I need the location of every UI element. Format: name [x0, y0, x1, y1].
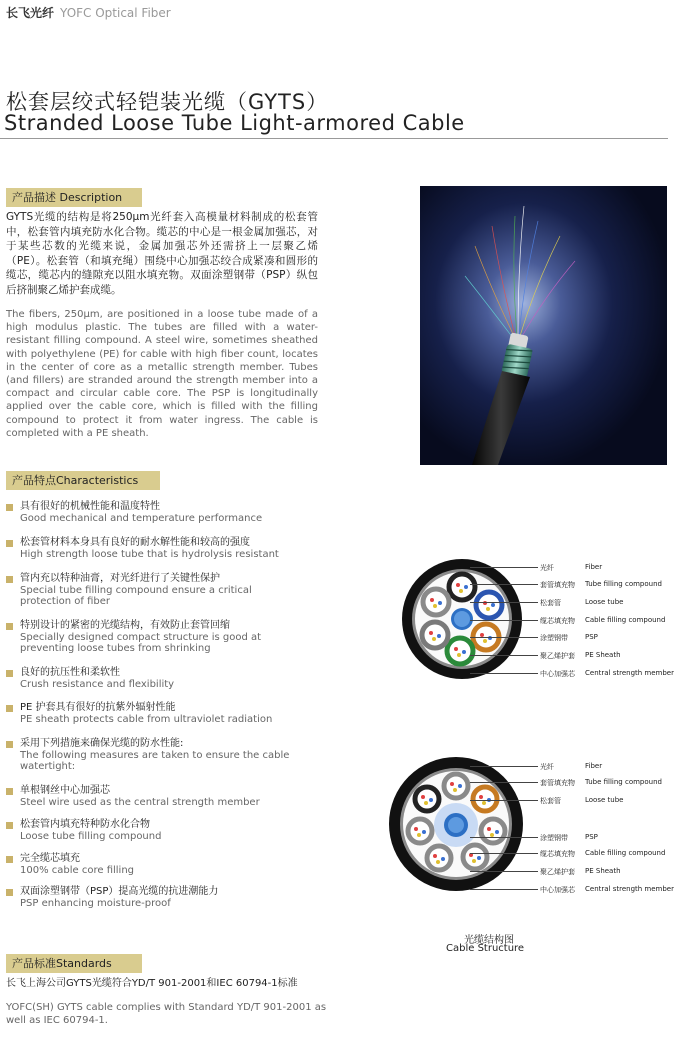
- characteristics-heading: 产品特点Characteristics: [6, 471, 160, 490]
- standards-en: YOFC(SH) GYTS cable complies with Standard YD/T 901-2001 as well as IEC 60794-1.: [6, 1002, 327, 1026]
- bullet-icon: [6, 670, 13, 677]
- brand: [6, 4, 171, 21]
- feature-cn: 松套管内填充特种防水化合物: [20, 819, 150, 830]
- diagram2-label-en: Loose tube: [585, 796, 624, 804]
- diagram1-label-cn: 松套管: [540, 599, 561, 607]
- feature-cn: 单根钢丝中心加强芯: [20, 785, 110, 796]
- diagram2-label-cn: 涂塑钢带: [540, 834, 568, 842]
- diagram1-label-en: Cable filling compound: [585, 616, 666, 624]
- standards-cn: 长飞上海公司GYTS光缆符合YD/T 901-2001和IEC 60794-1标准: [6, 978, 298, 989]
- feature-cn: 特别设计的紧密的光缆结构，有效防止套管回缩: [20, 620, 230, 631]
- diagram2-label-cn: 聚乙烯护套: [540, 868, 575, 876]
- bullet-icon: [6, 822, 13, 829]
- diagram2-label-cn: 套管填充物: [540, 779, 575, 787]
- bullet-icon: [6, 889, 13, 896]
- diagram1-label-en: PE Sheath: [585, 651, 621, 659]
- bullet-icon: [6, 856, 13, 863]
- feature-en: The following measures are taken to ensure the cable watertight:: [20, 750, 290, 772]
- diagram2-label-en: Tube filling compound: [585, 778, 662, 786]
- feature-en: High strength loose tube that is hydrolysis resistant: [20, 549, 279, 560]
- diagram1-label-cn: 中心加强芯: [540, 670, 575, 678]
- brand-en: YOFC Optical Fiber: [60, 6, 171, 20]
- bullet-icon: [6, 705, 13, 712]
- leader-line: [470, 889, 538, 890]
- leader-line: [470, 637, 538, 638]
- feature-en: Good mechanical and temperature performance: [20, 513, 263, 524]
- diagram2-label-cn: 缆芯填充物: [540, 850, 575, 858]
- feature-cn: 松套管材料本身具有良好的耐水解性能和较高的强度: [20, 537, 250, 548]
- diagram-caption-en: Cable Structure: [446, 943, 525, 954]
- leader-line: [470, 837, 538, 838]
- bullet-icon: [6, 741, 13, 748]
- page-title-cn: 松套层绞式轻铠装光缆（GYTS）: [6, 90, 329, 114]
- diagram2-label-en: Central strength member: [585, 885, 674, 893]
- feature-cn: 双面涂塑钢带（PSP）提高光缆的抗进潮能力: [20, 886, 219, 897]
- feature-en: Loose tube filling compound: [20, 831, 162, 842]
- diagram1-label-cn: 涂塑钢带: [540, 634, 568, 642]
- bullet-icon: [6, 576, 13, 583]
- feature-en: Crush resistance and flexibility: [20, 679, 175, 690]
- cable-cross-section-2: [387, 755, 525, 893]
- feature-en: Special tube filling compound ensure a critical protection of fiber: [20, 585, 252, 607]
- feature-cn: 完全缆芯填充: [20, 853, 80, 864]
- feature-cn: 良好的抗压性和柔软性: [20, 667, 120, 678]
- diagram1-label-cn: 缆芯填充物: [540, 617, 575, 625]
- leader-line: [470, 800, 538, 801]
- leader-line: [470, 673, 538, 674]
- diagram1-label-en: PSP: [585, 633, 598, 641]
- description-heading: 产品描述 Description: [6, 188, 142, 207]
- diagram1-label-cn: 聚乙烯护套: [540, 652, 575, 660]
- feature-cn: 具有很好的机械性能和温度特性: [20, 501, 160, 512]
- page-title-en: Stranded Loose Tube Light-armored Cable: [4, 111, 465, 135]
- feature-en: PSP enhancing moisture-proof: [20, 898, 171, 909]
- diagram1-label-en: Central strength member: [585, 669, 674, 677]
- feature-cn: 管内充以特种油膏，对光纤进行了关键性保护: [20, 573, 220, 584]
- diagram1-label-en: Tube filling compound: [585, 580, 662, 588]
- feature-cn: PE 护套具有很好的抗紫外辐射性能: [20, 702, 176, 713]
- bullet-icon: [6, 623, 13, 630]
- diagram2-label-cn: 松套管: [540, 797, 561, 805]
- brand-cn: 长飞光纤: [6, 6, 55, 20]
- title-divider: [0, 138, 668, 139]
- leader-line: [470, 655, 538, 656]
- feature-en: Specially designed compact structure is good at preventing loose tubes from shrinking: [20, 632, 262, 654]
- leader-line: [470, 766, 538, 767]
- leader-line: [470, 567, 538, 568]
- bullet-icon: [6, 540, 13, 547]
- leader-line: [470, 584, 538, 585]
- leader-line: [470, 782, 538, 783]
- feature-en: Steel wire used as the central strength member: [20, 797, 260, 808]
- diagram2-label-cn: 中心加强芯: [540, 886, 575, 894]
- feature-en: PE sheath protects cable from ultraviolet radiation: [20, 714, 273, 725]
- standards-heading: 产品标准Standards: [6, 954, 142, 973]
- diagram1-label-cn: 光纤: [540, 564, 554, 572]
- feature-en: 100% cable core filling: [20, 865, 135, 876]
- diagram2-label-en: PSP: [585, 833, 598, 841]
- description-cn: GYTS光缆的结构是将250μm光纤套入高模量材料制成的松套管中，松套管内填充防水化合物。缆芯的中心是一根金属加强芯，对于某些芯数的光缆来说，金属加强芯外还需挤上一层聚乙烯（PE）。松套管（和填充绳）围绕中心加强芯绞合成紧凑和圆形的缆芯，缆芯内的缝隙充以阻水填充物。双面涂塑钢带（PSP）纵包后挤制聚乙烯护套成缆。: [6, 211, 318, 296]
- diagram1-label-cn: 套管填充物: [540, 581, 575, 589]
- feature-cn: 采用下列措施来确保光缆的防水性能:: [20, 738, 184, 749]
- bullet-icon: [6, 504, 13, 511]
- diagram2-label-en: PE Sheath: [585, 867, 621, 875]
- diagram1-label-en: Loose tube: [585, 598, 624, 606]
- cable-photo: [420, 186, 667, 465]
- leader-line: [470, 602, 538, 603]
- leader-line: [470, 871, 538, 872]
- diagram1-label-en: Fiber: [585, 563, 603, 571]
- diagram-caption-cn: 光缆结构图: [464, 935, 514, 946]
- bullet-icon: [6, 788, 13, 795]
- leader-line: [470, 620, 538, 621]
- diagram2-label-en: Fiber: [585, 762, 603, 770]
- description-en: The fibers, 250μm, are positioned in a loose tube made of a high modulus plastic. The tubes are filled with a water-resistant filling compound. A steel wire, sometimes sheathed with polyethylene (PE) for cable with high fiber count, locates in the center of core as a metallic strength member. Tubes (and fillers) are stranded around the strength member into a compact and circular cable core. The PSP is longitudinally applied over the cable core, which is filled with the filling compound to protect it from water ingress. The cable is completed with a PE sheath.: [6, 309, 318, 439]
- diagram2-label-en: Cable filling compound: [585, 849, 666, 857]
- leader-line: [470, 853, 538, 854]
- diagram2-label-cn: 光纤: [540, 763, 554, 771]
